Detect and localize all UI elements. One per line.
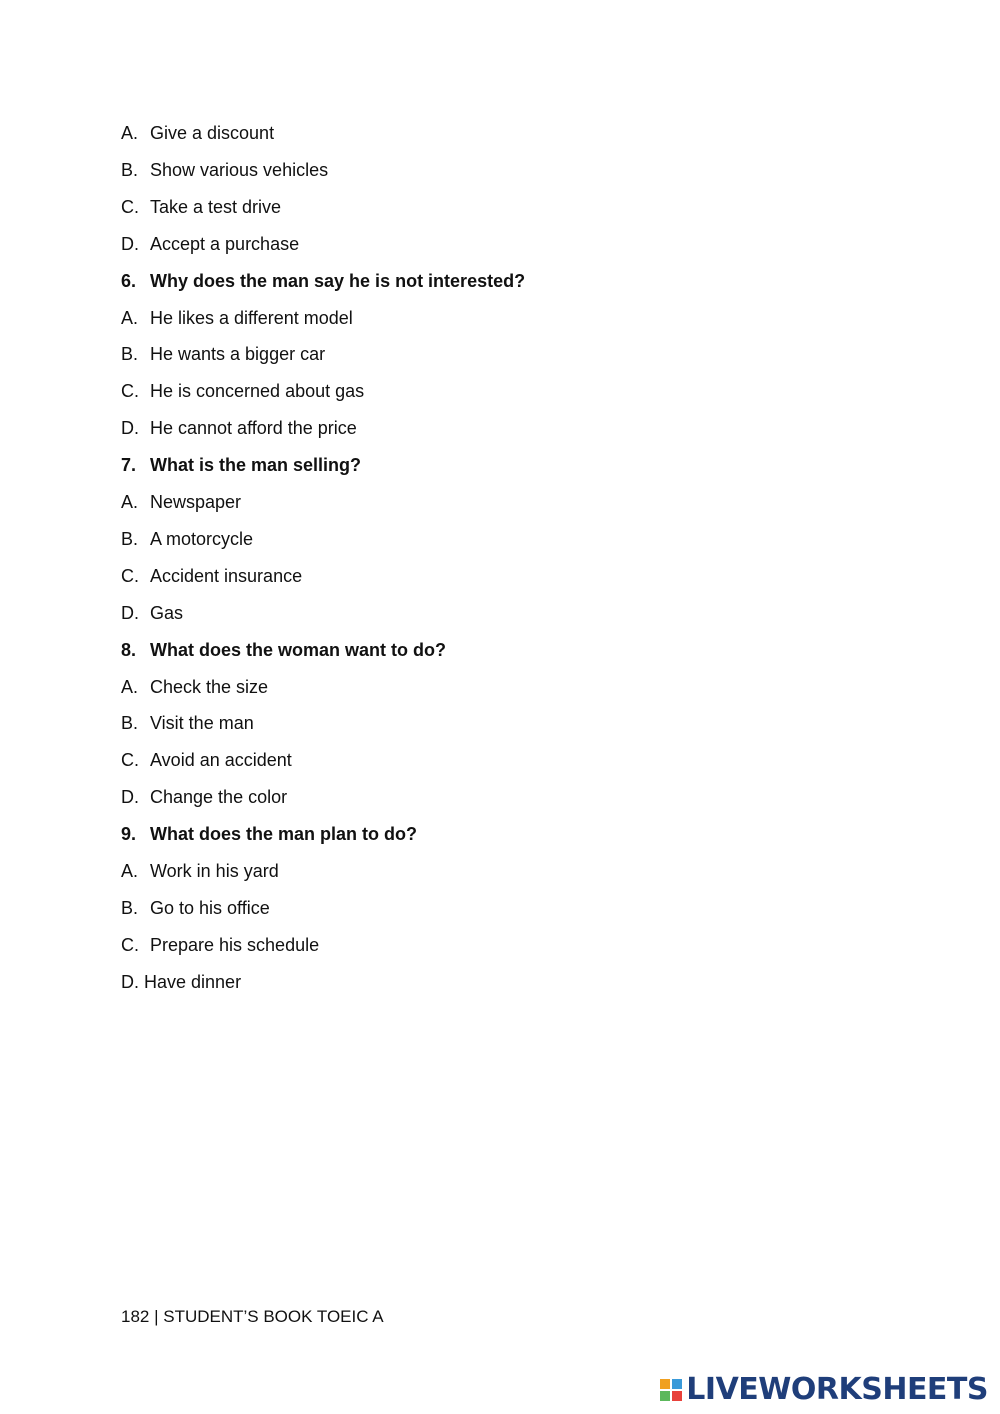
question-heading xyxy=(121,822,417,846)
option-text: Gas xyxy=(150,602,184,623)
option-text: Accident insurance xyxy=(150,565,303,586)
option-text: Visit the man xyxy=(150,713,254,734)
answer-option xyxy=(121,859,279,883)
logo-square-icon xyxy=(672,1391,682,1401)
option-text: Change the color xyxy=(150,787,288,808)
option-text: He cannot afford the price xyxy=(150,418,357,439)
answer-option xyxy=(121,896,270,920)
option-text: Check the size xyxy=(150,676,269,697)
option-marker: B. xyxy=(121,528,139,549)
option-text: Accept a purchase xyxy=(150,233,300,254)
option-marker: B. xyxy=(121,897,139,918)
answer-option xyxy=(121,195,281,219)
answer-option xyxy=(121,748,292,772)
answer-option xyxy=(121,121,274,145)
logo-square-icon xyxy=(660,1379,670,1389)
question-text: What does the man plan to do? xyxy=(150,824,417,845)
option-text: A motorcycle xyxy=(150,528,254,549)
answer-option xyxy=(121,675,268,699)
answer-option xyxy=(121,379,364,403)
option-text: Show various vehicles xyxy=(150,159,329,180)
question-heading xyxy=(121,638,446,662)
question-text: What does the woman want to do? xyxy=(150,639,446,660)
option-marker: D. xyxy=(121,233,139,254)
option-marker: D. xyxy=(121,418,139,439)
option-marker: D. xyxy=(121,787,139,808)
option-text: Go to his office xyxy=(150,897,270,918)
question-text: Why does the man say he is not interested? xyxy=(150,270,526,291)
option-marker: A. xyxy=(121,307,139,328)
question-number: 7. xyxy=(121,455,137,476)
option-text: Have dinner xyxy=(144,971,242,992)
option-text: Work in his yard xyxy=(150,861,279,881)
answer-option xyxy=(121,785,287,809)
option-text: He is concerned about gas xyxy=(150,381,365,402)
option-marker: D. xyxy=(121,971,139,992)
answer-option xyxy=(121,158,328,182)
answer-option xyxy=(121,306,353,330)
answer-option xyxy=(121,933,319,957)
answer-option xyxy=(121,342,325,366)
answer-option xyxy=(121,490,241,514)
option-marker: B. xyxy=(121,159,139,180)
option-marker: C. xyxy=(121,750,139,771)
logo-text: LIVEWORKSHEETS xyxy=(686,1372,988,1407)
option-marker: C. xyxy=(121,934,139,955)
answer-option xyxy=(121,527,253,551)
option-marker: A. xyxy=(121,676,139,697)
question-heading xyxy=(121,453,361,477)
question-number: 8. xyxy=(121,639,137,660)
option-text: He likes a different model xyxy=(150,307,353,328)
answer-option xyxy=(121,601,183,625)
question-text: What is the man selling? xyxy=(150,455,362,476)
option-text: He wants a bigger car xyxy=(150,344,326,365)
option-marker: D. xyxy=(121,602,139,623)
option-text: Newspaper xyxy=(150,492,242,512)
answer-option xyxy=(121,711,254,735)
option-marker: B. xyxy=(121,344,139,365)
option-text: Give a discount xyxy=(150,123,275,143)
option-text: Prepare his schedule xyxy=(150,934,320,955)
answer-option xyxy=(121,416,357,440)
option-marker: A. xyxy=(121,861,139,881)
logo-square-icon xyxy=(672,1379,682,1389)
liveworksheets-logo[interactable] xyxy=(660,1372,988,1408)
question-number: 9. xyxy=(121,824,137,845)
answer-option xyxy=(121,970,241,994)
option-marker: A. xyxy=(121,123,139,143)
answer-option xyxy=(121,232,299,256)
option-marker: C. xyxy=(121,196,139,217)
question-heading xyxy=(121,269,525,293)
option-marker: A. xyxy=(121,492,139,512)
option-marker: B. xyxy=(121,713,139,734)
option-text: Take a test drive xyxy=(150,196,282,217)
question-number: 6. xyxy=(121,270,137,291)
logo-grid-icon xyxy=(660,1379,682,1401)
option-marker: C. xyxy=(121,565,139,586)
option-marker: C. xyxy=(121,381,139,402)
option-text: Avoid an accident xyxy=(150,750,292,771)
logo-square-icon xyxy=(660,1391,670,1401)
answer-option xyxy=(121,564,302,588)
page-footer: 182 | STUDENT’S BOOK TOEIC A xyxy=(121,1307,384,1326)
